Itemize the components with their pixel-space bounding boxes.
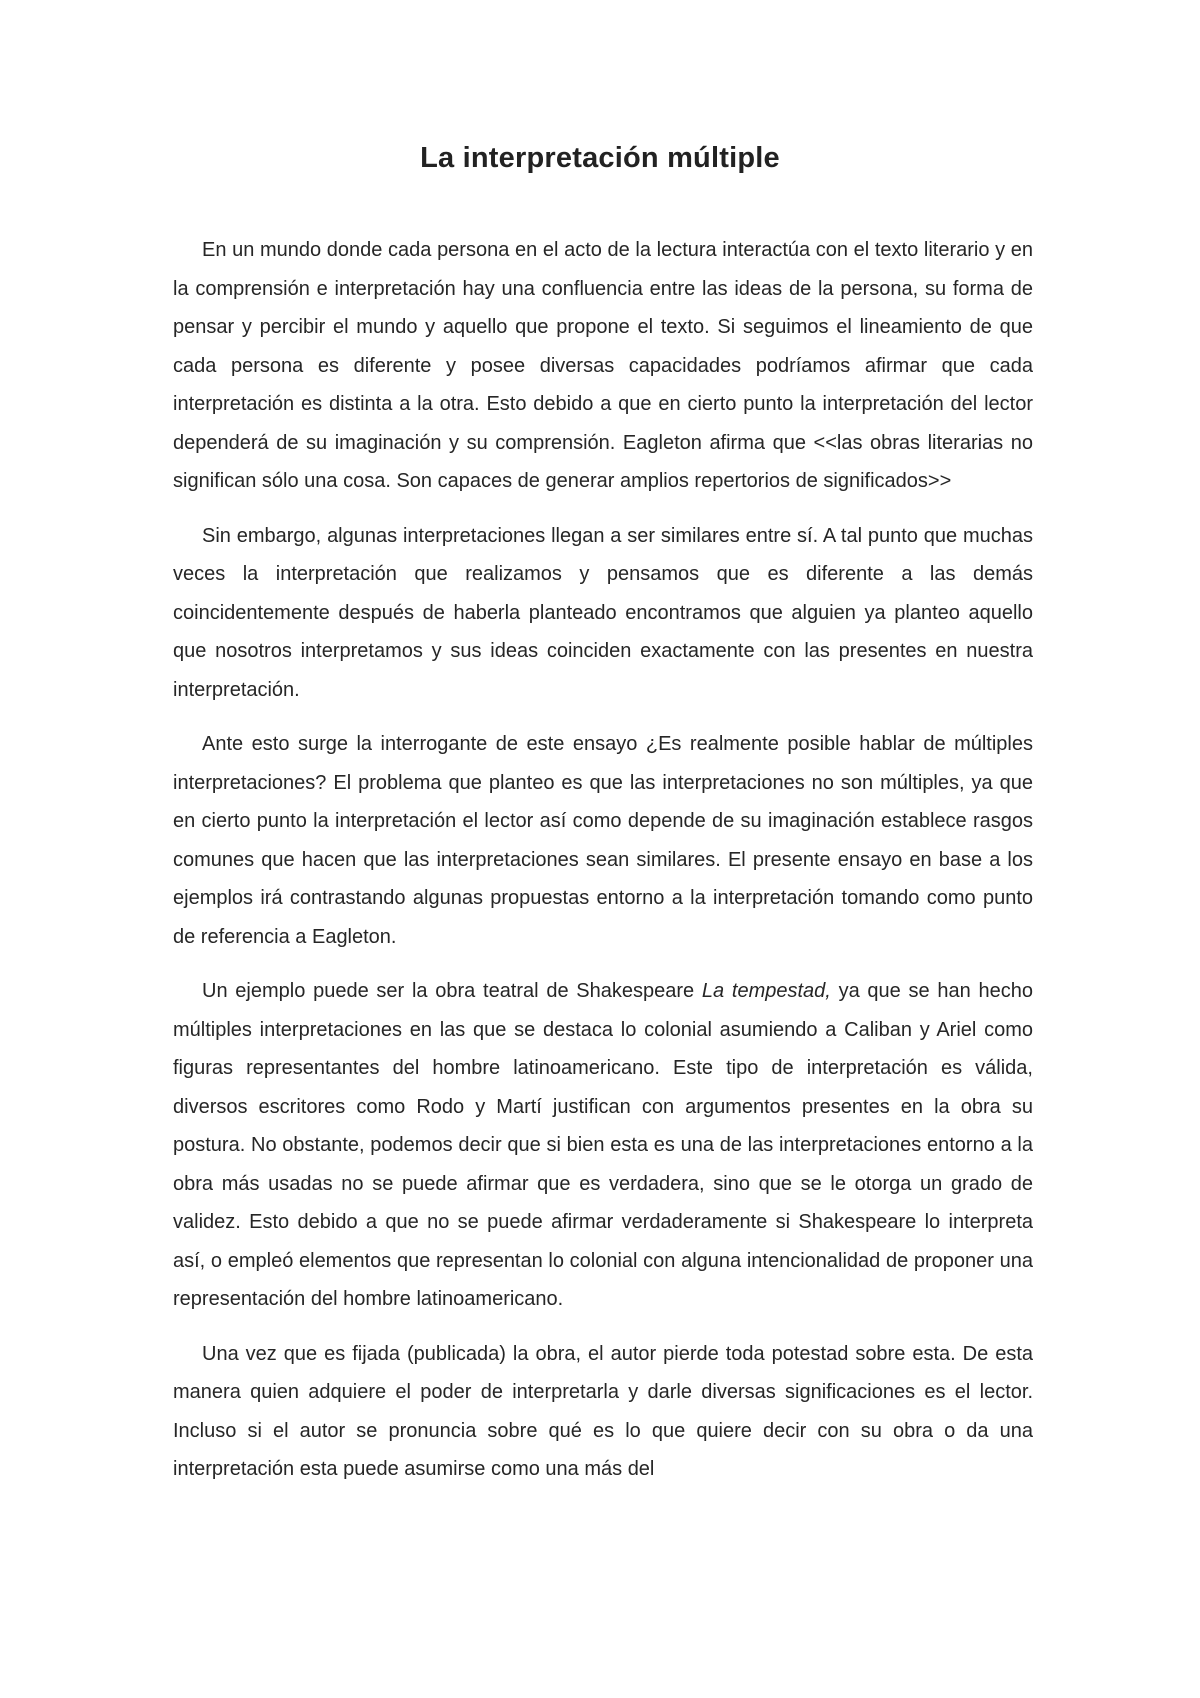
document-body	[173, 231, 1033, 1505]
paragraph-1: En un mundo donde cada persona en el acto de la lectura interactúa con el texto literario y en la comprensión e interpretación hay una confluencia entre las ideas de la persona, su forma de pensar y percibir el mundo y aquello que propone el texto. Si seguimos el lineamiento de que cada persona es diferente y posee diversas capacidades podríamos afirmar que cada interpretación es distinta a la otra. Esto debido a que en cierto punto la interpretación del lector dependerá de su imaginación y su comprensión. Eagleton afirma que <<las obras literarias no significan sólo una cosa. Son capaces de generar amplios repertorios de significados>>	[173, 239, 1033, 492]
paragraph-2: Sin embargo, algunas interpretaciones llegan a ser similares entre sí. A tal punto que muchas veces la interpretación que realizamos y pensamos que es diferente a las demás coincidentemente después de haberla planteado encontramos que alguien ya planteo aquello que nosotros interpretamos y sus ideas coinciden exactamente con las presentes en nuestra interpretación.	[173, 524, 1033, 701]
paragraph-3: Ante esto surge la interrogante de este ensayo ¿Es realmente posible hablar de múltiples interpretaciones? El problema que planteo es que las interpretaciones no son múltiples, ya que en cierto punto la interpretación el lector así como depende de su imaginación establece rasgos comunes que hacen que las interpretaciones sean similares. El presente ensayo en base a los ejemplos irá contrastando algunas propuestas entorno a la interpretación tomando como punto de referencia a Eagleton.	[173, 733, 1033, 948]
paragraph-4	[173, 972, 1033, 1319]
paragraph-4-text-before: Un ejemplo puede ser la obra teatral de Shakespeare	[202, 980, 702, 1002]
paragraph-4-italic-title: La tempestad,	[701, 980, 831, 1002]
paragraph-4-text-after: ya que se han hecho múltiples interpretaciones en las que se destaca lo colonial asumiendo a Caliban y Ariel como figuras representantes del hombre latinoamericano. Este tipo de interpretación es válida, diversos escritores como Rodo y Martí justifican con argumentos presentes en la obra su postura. No obstante, podemos decir que si bien esta es una de las interpretaciones entorno a la obra más usadas no se puede afirmar que es verdadera, sino que se le otorga un grado de validez. Esto debido a que no se puede afirmar verdaderamente si Shakespeare lo interpreta así, o empleó elementos que representan lo colonial con alguna intencionalidad de proponer una representación del hombre latinoamericano.	[173, 980, 1033, 1310]
paragraph-5: Una vez que es fijada (publicada) la obra, el autor pierde toda potestad sobre esta. De esta manera quien adquiere el poder de interpretarla y darle diversas significaciones es el lector. Incluso si el autor se pronuncia sobre qué es lo que quiere decir con su obra o da una interpretación esta puede asumirse como una más del	[173, 1342, 1033, 1480]
page-title: La interpretación múltiple	[420, 142, 780, 174]
